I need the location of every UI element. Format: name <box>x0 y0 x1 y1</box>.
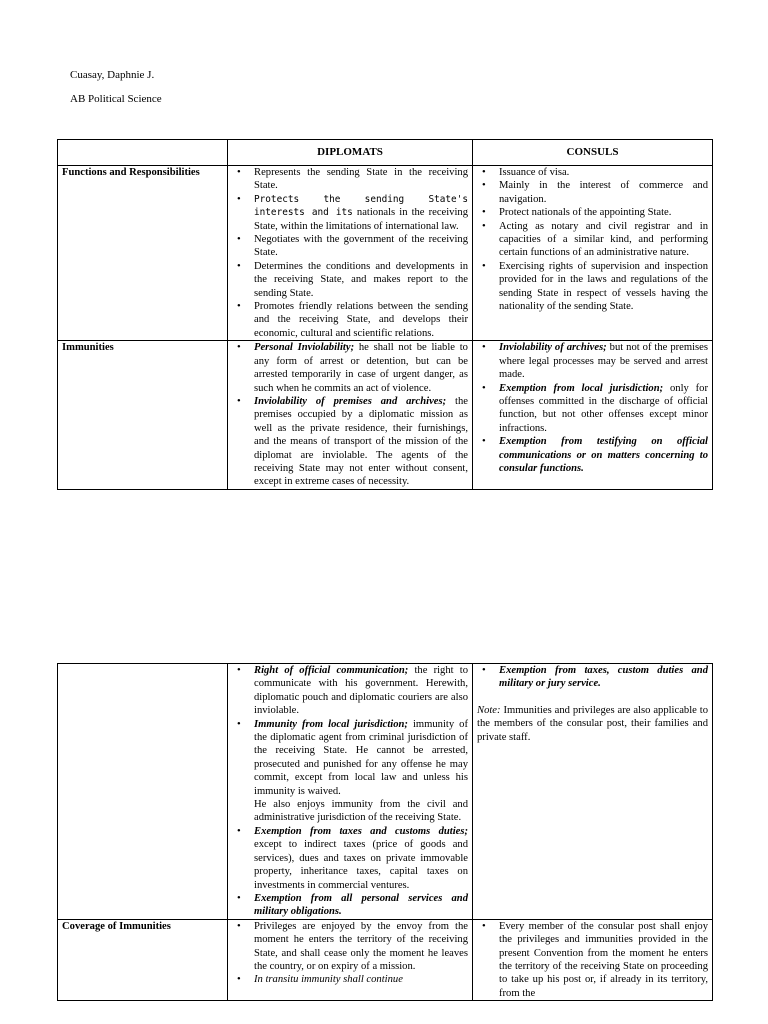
list-item: • Every member of the consular post shall enjoy the privileges and immunities provided in the present Convention from the moment he enters the territory of the receiving State on proceeding to take up his post or, if already in its territory, from the <box>499 920 708 1000</box>
list-item-extra: He also enjoys immunity from the civil and administrative jurisdiction of the receiving State. <box>254 799 468 824</box>
list-item <box>499 664 708 691</box>
course-name: AB Political Science <box>70 93 162 105</box>
table-row-immunities <box>58 341 713 489</box>
list-item-text: only for offenses committed in the discharge of official function, but not other offenses except minor infractions. <box>499 382 709 434</box>
list-item-text: In transitu immunity shall continue <box>254 974 403 986</box>
author-name: Cuasay, Daphnie J. <box>70 69 155 81</box>
emphasis-text: Exemption from taxes, custom duties and military or jury service. <box>499 665 708 690</box>
consuls-coverage-cell <box>473 919 713 1000</box>
list-item-text: except to indirect taxes (price of goods and services), dues and taxes on private immovable property, inheritance taxes, capital taxes on investments in commercial ventures. <box>254 839 468 891</box>
diplomats-header: DIPLOMATS <box>228 140 473 166</box>
list-item <box>499 382 708 436</box>
list-item <box>254 664 468 718</box>
list-item <box>254 973 468 986</box>
list-item-text: immunity of the diplomatic agent from criminal jurisdiction of the receiving State. He cannot be arrested, prosecuted and punished for any offense he may commit, except from local law and unless his immunity is waived. <box>254 718 469 797</box>
mono-lead-text: Protects the sending State's interests and its <box>254 193 468 219</box>
emphasis-text: Inviolability of archives; <box>499 342 607 354</box>
diplomats-immunities-cont-cell <box>228 664 473 920</box>
list-item: • Privileges are enjoyed by the envoy from the moment he enters the territory of the receiving State, and shall cease only the moment he leaves the country, or on expiry of a mission. <box>254 920 468 974</box>
list-item <box>254 193 468 233</box>
list-item-text: the premises occupied by a diplomatic mission as well as the private residence, their furnishings, and the means of transport of the mission of the diplomat are inviolable. The agents of the receiving State may not enter without consent, except in extreme cases of necessity. <box>254 395 469 488</box>
row-label-functions: Functions and Responsibilities <box>58 166 228 341</box>
list-item: • Acting as notary and civil registrar and in capacities of a similar kind, and performing certain functions of an administrative nature. <box>499 220 708 260</box>
emphasis-text: Exemption from local jurisdiction; <box>499 382 664 394</box>
list-item <box>499 435 708 475</box>
list-item <box>254 718 468 825</box>
emphasis-text: Personal Inviolability; <box>254 342 355 354</box>
table-row-functions <box>58 166 713 341</box>
blank-label-cell <box>58 664 228 920</box>
list-item <box>254 395 468 489</box>
diplomats-immunities-cell <box>228 341 473 489</box>
row-label-immunities: Immunities <box>58 341 228 489</box>
consuls-immunities-cont-cell <box>473 664 713 920</box>
table-row-coverage <box>58 919 713 1000</box>
diplomats-functions-cell <box>228 166 473 341</box>
note-text: Immunities and privileges are also applicable to the members of the consular post, their families and private staff. <box>477 704 708 743</box>
list-item <box>254 892 468 919</box>
blank-header-cell <box>58 140 228 166</box>
comparison-table-page2 <box>57 663 713 1001</box>
table-row-immunities-continued <box>58 664 713 920</box>
list-item: • Promotes friendly relations between the sending and the receiving State, and develops their economic, cultural and scientific relations. <box>254 300 468 340</box>
list-item: • Represents the sending State in the receiving State. <box>254 166 468 193</box>
list-item: • Negotiates with the government of the receiving State. <box>254 233 468 260</box>
emphasis-text: Immunity from local jurisdiction; <box>254 718 408 730</box>
emphasis-text: Exemption from taxes and customs duties; <box>254 825 468 837</box>
note-paragraph <box>477 704 708 744</box>
diplomats-coverage-cell <box>228 919 473 1000</box>
list-item: • Mainly in the interest of commerce and navigation. <box>499 179 708 206</box>
list-item: • Determines the conditions and developments in the receiving State, and makes report to the sending State. <box>254 260 468 300</box>
consuls-functions-cell <box>473 166 713 341</box>
emphasis-text: Right of official communication; <box>254 665 409 676</box>
list-item <box>499 341 708 381</box>
list-item: • Protect nationals of the appointing State. <box>499 206 708 219</box>
consuls-immunities-cell <box>473 341 713 489</box>
list-item-text: the right to communicate with his government. Herewith, diplomatic pouch and diplomatic couriers are also inviolable. <box>254 665 468 717</box>
list-item: • Issuance of visa. <box>499 166 708 179</box>
comparison-table-page1 <box>57 139 713 490</box>
emphasis-text: Exemption from all personal services and military obligations. <box>254 892 468 918</box>
table-header-row <box>58 140 713 166</box>
list-item-text: he shall not be liable to any form of arrest or detention, but can be arrested temporarily in case of urgent danger, as such when he commits an act of violence. <box>254 342 468 394</box>
list-item <box>254 341 468 395</box>
list-item <box>254 825 468 892</box>
consuls-header: CONSULS <box>473 140 713 166</box>
list-item: • Exercising rights of supervision and inspection provided for in the laws and regulations of the sending State in respect of vessels having the nationality of the sending State. <box>499 260 708 314</box>
list-item-text: nationals in the receiving State, within the limitations of international law. <box>254 207 469 232</box>
emphasis-text: Exemption from testifying on official communications or on matters concerning to consular functions. <box>499 436 708 474</box>
emphasis-text: Inviolability of premises and archives; <box>254 395 447 407</box>
note-label: Note: <box>477 704 501 716</box>
list-item-text: but not of the premises where legal processes may be served and arrest made. <box>499 342 708 381</box>
row-label-coverage: Coverage of Immunities <box>58 919 228 1000</box>
